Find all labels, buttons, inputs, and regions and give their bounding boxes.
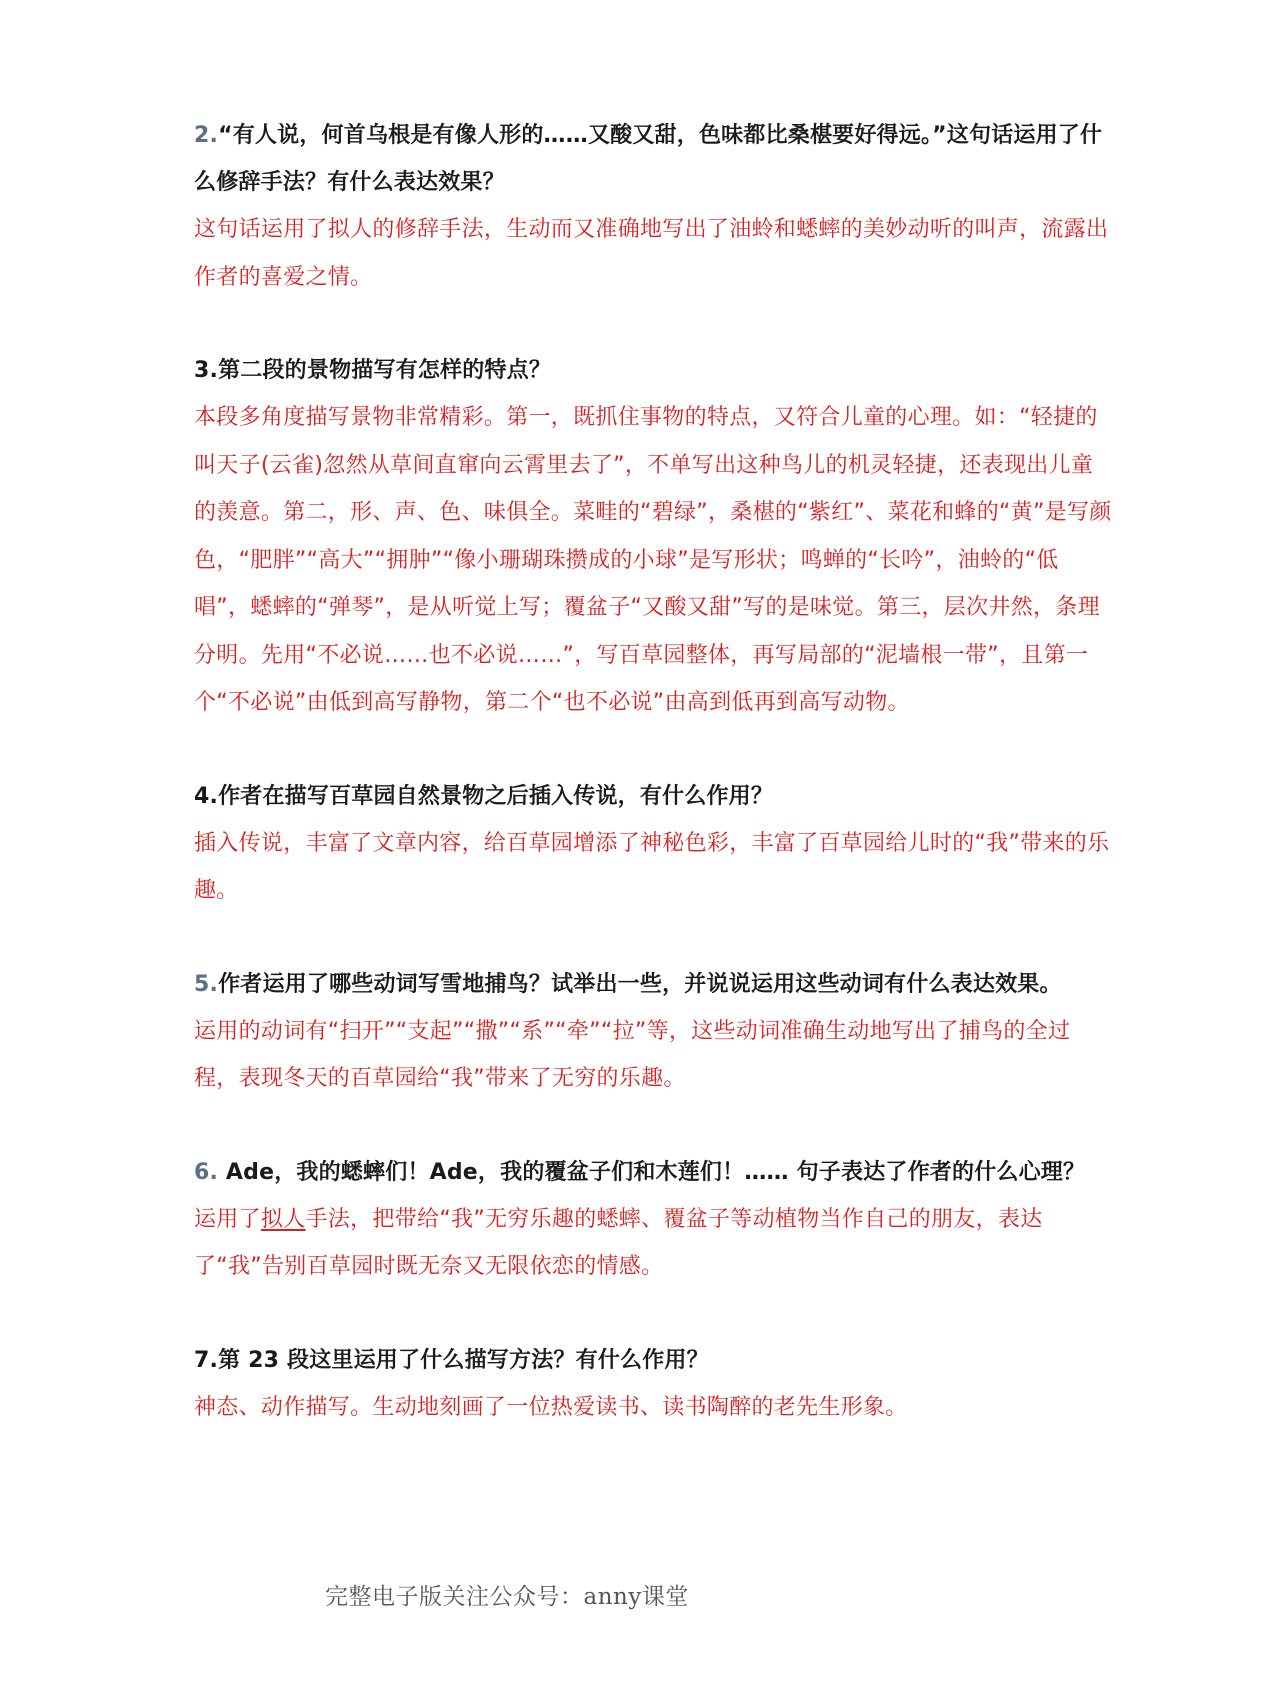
question-text: Ade，我的蟋蟀们！Ade，我的覆盆子们和木莲们！…… 句子表达了作者的什么心理？	[218, 1159, 1086, 1185]
question-number: 5.	[194, 971, 219, 997]
question-number: 3.	[194, 358, 219, 383]
answer-text-before: 运用了	[194, 1206, 261, 1232]
qa-item-4	[194, 773, 1114, 915]
question-3	[194, 347, 1114, 394]
answer-3: 本段多角度描写景物非常精彩。第一，既抓住事物的特点，又符合儿童的心理。如：“轻捷的叫天子(云雀)忽然从草间直窜向云霄里去了”，不单写出这种鸟儿的机灵轻捷，还表现出儿童的羡意。第二，形、声、色、味俱全。菜畦的“碧绿”，桑椹的“紫红”、菜花和蜂的“黄”是写颜色，“肥胖”“高大”“拥肿”“像小珊瑚珠攒成的小球”是写形状；鸣蝉的“长吟”，油蛉的“低唱”，蟋蟀的“弹琴”，是从听觉上写；覆盆子“又酸又甜”写的是味觉。第三，层次井然，条理分明。先用“不必说……也不必说……”，写百草园整体，再写局部的“泥墙根一带”，且第一个“不必说”由低到高写静物，第二个“也不必说”由高到低再到高写动物。	[194, 405, 1112, 715]
question-text: 作者在描写百草园自然景物之后插入传说，有什么作用？	[218, 783, 774, 809]
question-7	[194, 1337, 1114, 1384]
answer-text-after: 手法，把带给“我”无穷乐趣的蟋蟀、覆盆子等动植物当作自己的朋友，表达了“我”告别百草园时既无奈又无限依恋的情感。	[194, 1206, 1043, 1279]
question-number: 2.	[194, 123, 219, 148]
question-text: 第二段的景物描写有怎样的特点？	[218, 358, 552, 383]
qa-list	[194, 112, 1114, 1431]
underlined-term: 拟人	[260, 1206, 306, 1232]
question-text: “有人说，何首乌根是有像人形的……又酸又甜，色味都比桑椹要好得远。”这句话运用了什么修辞手法？有什么表达效果？	[194, 123, 1103, 195]
question-6	[194, 1149, 1114, 1196]
question-number: 6.	[194, 1159, 219, 1185]
footer-note: 完整电子版关注公众号：anny课堂	[325, 1584, 689, 1610]
question-5	[194, 961, 1114, 1008]
question-2	[194, 112, 1114, 206]
question-4	[194, 773, 1114, 820]
answer-6	[194, 1196, 1114, 1291]
question-text: 作者运用了哪些动词写雪地捕鸟？试举出一些，并说说运用这些动词有什么表达效果。	[218, 971, 1062, 997]
answer-5: 运用的动词有“扫开”“支起”“撒”“系”“牵”“拉”等，这些动词准确生动地写出了捕鸟的全过程，表现冬天的百草园给“我”带来了无穷的乐趣。	[194, 1018, 1071, 1091]
qa-item-2	[194, 112, 1114, 301]
answer-2: 这句话运用了拟人的修辞手法，生动而又准确地写出了油蛉和蟋蟀的美妙动听的叫声，流露出作者的喜爱之情。	[194, 217, 1109, 290]
question-number: 4.	[194, 783, 219, 809]
qa-item-7	[194, 1337, 1114, 1432]
answer-7: 神态、动作描写。生动地刻画了一位热爱读书、读书陶醉的老先生形象。	[194, 1394, 908, 1420]
qa-item-3	[194, 347, 1114, 727]
question-number: 7.	[194, 1347, 219, 1373]
qa-item-6	[194, 1149, 1114, 1291]
qa-item-5	[194, 961, 1114, 1103]
question-text: 第 23 段这里运用了什么描写方法？有什么作用？	[218, 1347, 709, 1373]
answer-4: 插入传说，丰富了文章内容，给百草园增添了神秘色彩，丰富了百草园给儿时的“我”带来的乐趣。	[194, 830, 1110, 903]
